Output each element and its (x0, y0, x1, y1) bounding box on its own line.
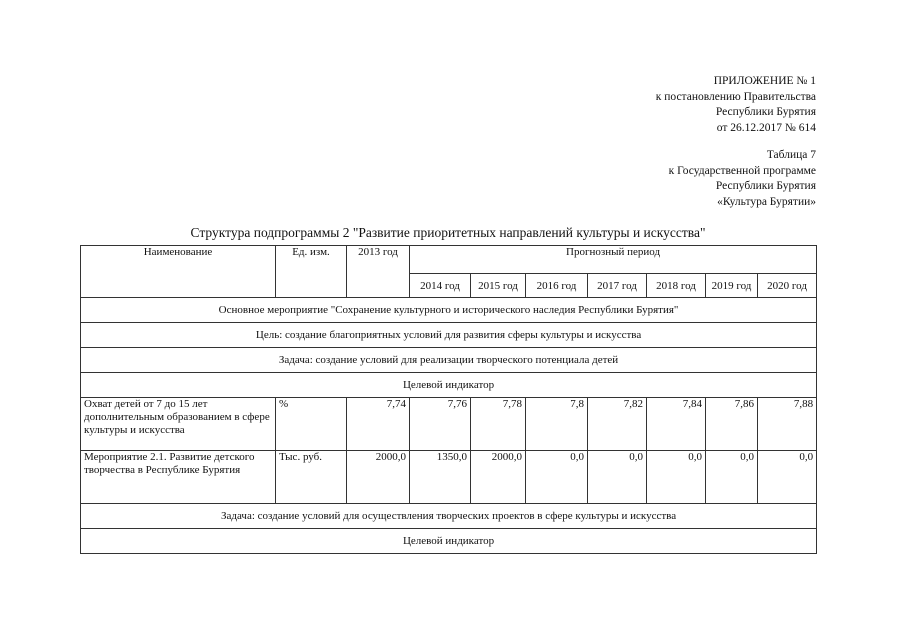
row-value: 0,0 (526, 451, 588, 504)
indicator-row (81, 529, 817, 554)
indicator-cell: Целевой индикатор (81, 529, 817, 554)
header-year: 2019 год (706, 274, 758, 298)
table-row (81, 451, 817, 504)
row-value: 0,0 (647, 451, 706, 504)
header-base-year: 2013 год (347, 246, 410, 298)
row-value: 7,84 (647, 398, 706, 451)
row-value: 0,0 (588, 451, 647, 504)
row-name: Охват детей от 7 до 15 лет дополнительным образованием в сфере культуры и искусства (81, 398, 276, 451)
row-value: 7,86 (706, 398, 758, 451)
row-value: 0,0 (758, 451, 817, 504)
header-year: 2016 год (526, 274, 588, 298)
appendix-line: ПРИЛОЖЕНИЕ № 1 (713, 75, 816, 87)
row-value: 7,74 (347, 398, 410, 451)
task-cell: Задача: создание условий для реализации творческого потенциала детей (81, 348, 817, 373)
indicator-row (81, 373, 817, 398)
task-cell: Задача: создание условий для осуществления творческих проектов в сфере культуры и искусства (81, 504, 817, 529)
table-reference-line: Республики Бурятия (715, 180, 816, 192)
header-year: 2014 год (410, 274, 471, 298)
row-value: 7,8 (526, 398, 588, 451)
table-reference-line: Таблица 7 (766, 149, 816, 161)
task-row (81, 504, 817, 529)
header-year: 2020 год (758, 274, 817, 298)
header-year: 2017 год (588, 274, 647, 298)
row-value: 1350,0 (410, 451, 471, 504)
row-unit: % (276, 398, 347, 451)
main-event-row (81, 298, 817, 323)
appendix-header (656, 74, 816, 136)
indicator-cell: Целевой индикатор (81, 373, 817, 398)
appendix-line: от 26.12.2017 № 614 (716, 121, 816, 134)
goal-cell: Цель: создание благоприятных условий для развития сферы культуры и искусства (81, 323, 817, 348)
header-name: Наименование (81, 246, 276, 298)
header-year: 2018 год (647, 274, 706, 298)
header-year: 2015 год (471, 274, 526, 298)
row-name: Мероприятие 2.1. Развитие детского творчества в Республике Бурятия (81, 451, 276, 504)
header-unit: Ед. изм. (276, 246, 347, 298)
table-reference-line: «Культура Бурятии» (717, 195, 816, 208)
subprogram-structure-table (80, 245, 817, 554)
table-header-row (81, 246, 817, 274)
task-row (81, 348, 817, 373)
row-value: 2000,0 (471, 451, 526, 504)
row-value: 0,0 (706, 451, 758, 504)
row-value: 7,82 (588, 398, 647, 451)
table-reference-header (669, 148, 816, 210)
table-row (81, 398, 817, 451)
header-forecast-period: Прогнозный период (410, 246, 817, 274)
main-event-cell: Основное мероприятие "Сохранение культурного и исторического наследия Республики Бурятия" (81, 298, 817, 323)
appendix-line: Республики Бурятия (715, 106, 816, 118)
row-value: 2000,0 (347, 451, 410, 504)
row-value: 7,78 (471, 398, 526, 451)
row-value: 7,76 (410, 398, 471, 451)
row-value: 7,88 (758, 398, 817, 451)
appendix-line: к постановлению Правительства (655, 90, 816, 103)
table-reference-line: к Государственной программе (668, 164, 816, 177)
goal-row (81, 323, 817, 348)
row-unit: Тыс. руб. (276, 451, 347, 504)
document-title: Структура подпрограммы 2 "Развитие приоритетных направлений культуры и искусства" (190, 225, 706, 240)
